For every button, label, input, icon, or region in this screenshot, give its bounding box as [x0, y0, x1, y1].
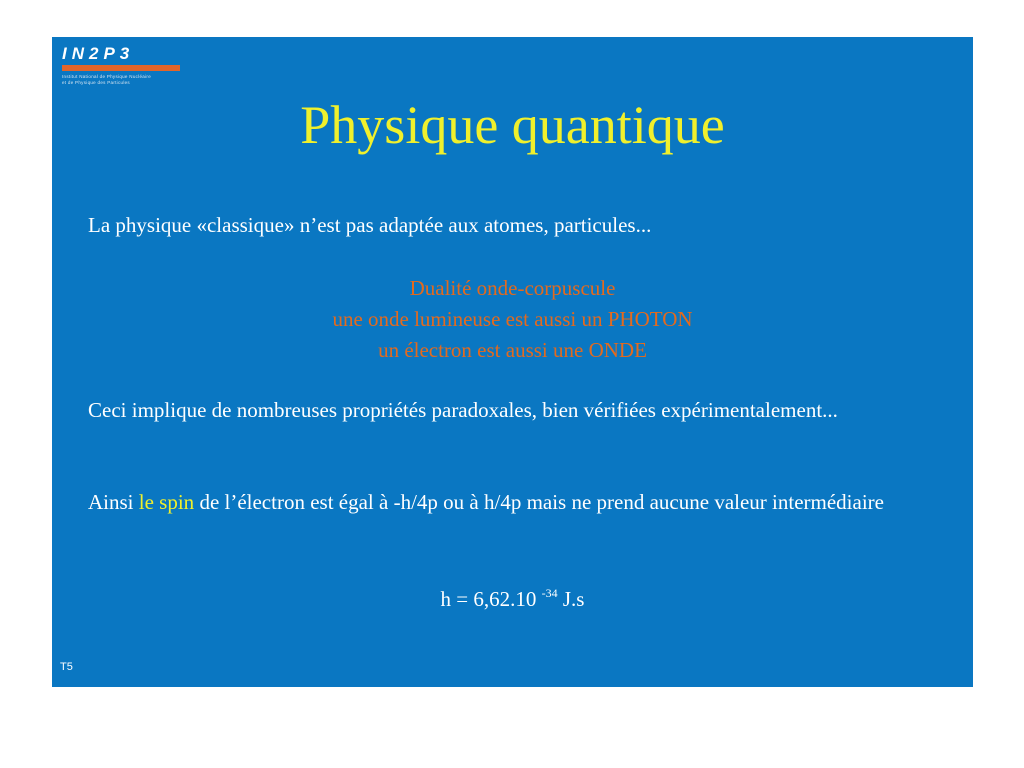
formula-exponent: -34: [541, 586, 558, 600]
in2p3-logo: [62, 45, 182, 86]
duality-line-2: une onde lumineuse est aussi un PHOTON: [332, 307, 693, 331]
spin-highlight: le spin: [138, 490, 195, 514]
slide-title: Physique quantique: [300, 95, 725, 155]
planck-formula: [52, 580, 973, 612]
duality-line-1: Dualité onde-corpuscule: [409, 276, 616, 300]
spin-text-before: Ainsi: [88, 490, 139, 514]
duality-line-3: un électron est aussi une ONDE: [378, 338, 647, 362]
spin-paragraph: [88, 489, 933, 515]
formula-base: h = 6,62.10: [440, 587, 537, 611]
slide: [52, 37, 973, 687]
intro-paragraph: La physique «classique» n’est pas adaptée aux atomes, particules...: [88, 213, 652, 237]
logo-bar: [62, 65, 180, 71]
slide-footer-label: T5: [60, 661, 73, 673]
logo-name: IN2P3: [62, 44, 135, 63]
logo-subtitle-line2: et de Physique des Particules: [62, 80, 130, 85]
logo-subtitle-line1: Institut National de Physique Nucléaire: [62, 74, 151, 79]
formula-unit: J.s: [557, 587, 585, 611]
duality-block: [52, 273, 973, 366]
spin-text-after: de l’électron est égal à -h/4p ou à h/4p mais ne prend aucune valeur intermédiaire: [194, 490, 884, 514]
paradox-paragraph: Ceci implique de nombreuses propriétés paradoxales, bien vérifiées expérimentalement...: [88, 398, 838, 422]
